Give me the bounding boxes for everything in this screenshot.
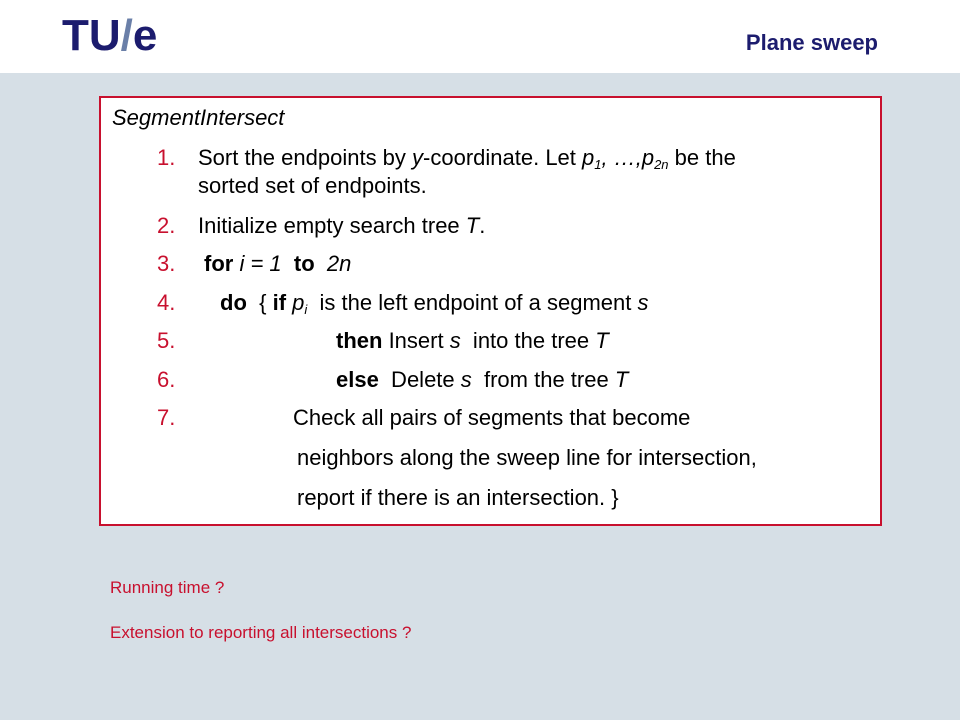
logo-e: e — [132, 11, 158, 60]
step-7-text-line-1: Check all pairs of segments that become — [293, 405, 691, 430]
algorithm-name: SegmentIntersect — [112, 105, 285, 130]
logo-slash: / — [120, 11, 133, 60]
step-1-number: 1. — [157, 145, 176, 170]
step-7-text-line-3: report if there is an intersection. } — [297, 485, 619, 510]
step-7-number: 7. — [157, 405, 176, 430]
step-7-text-line-2: neighbors along the sweep line for intersection, — [297, 445, 757, 470]
tue-logo — [62, 11, 158, 60]
step-4-text: do { if $p_i$ is the left endpoint of a segment s — [220, 290, 649, 317]
step-5-number: 5. — [157, 328, 176, 353]
question-extension: Extension to reporting all intersections ? — [110, 623, 412, 642]
step-2-number: 2. — [157, 213, 176, 238]
logo-tu: TU — [62, 11, 121, 60]
step-3-number: 3. — [157, 251, 176, 276]
step-2-text: Initialize empty search tree T. — [198, 213, 486, 238]
slide-header — [0, 0, 960, 73]
step-5-text: then Insert s into the tree T — [336, 328, 609, 353]
slide-title: Plane sweep — [745, 30, 878, 55]
step-6-number: 6. — [157, 367, 176, 392]
step-6-text: else Delete s from the tree T — [336, 367, 629, 392]
step-1-text-line-2: sorted set of endpoints. — [198, 173, 427, 198]
question-running-time: Running time ? — [110, 578, 225, 597]
step-1-text-line-1: Sort the endpoints by y-coordinate. Let $p_1$, $\dots,p_{2n}$ be the — [198, 145, 736, 172]
step-3-text: for i = 1 to 2n — [204, 251, 352, 276]
step-4-number: 4. — [157, 290, 176, 315]
